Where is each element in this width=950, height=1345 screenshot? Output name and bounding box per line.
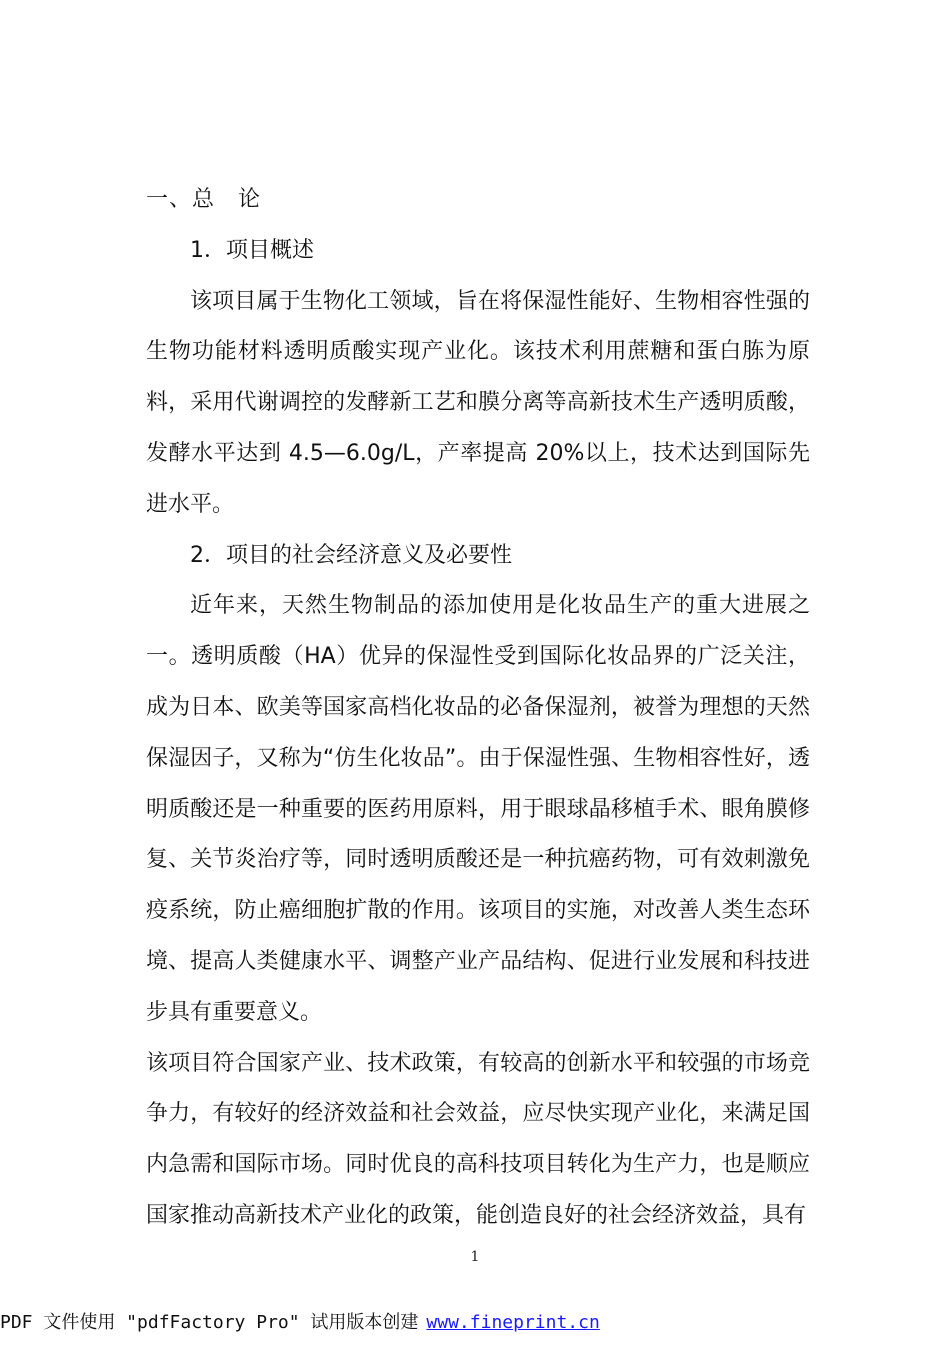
section-2-paragraph-1: 近年来，天然生物制品的添加使用是化妆品生产的重大进展之一。透明质酸（HA）优异的保湿性受到国际化妆品界的广泛关注，成为日本、欧美等国家高档化妆品的必备保湿剂，被誉为理想的天然保湿因子，又称为“仿生化妆品”。由于保湿性强、生物相容性好，透明质酸还是一种重要的医药用原料，用于眼球晶移植手术、眼角膜修复、关节炎治疗等，同时透明质酸还是一种抗癌药物，可有效刺激免疫系统，防止癌细胞扩散的作用。该项目的实施，对改善人类生态环境、提高人类健康水平、调整产业产品结构、促进行业发展和科技进步具有重要意义。 (146, 593, 810, 1025)
pdf-footer (0, 1308, 600, 1334)
section-1-title: 1．项目概述 (190, 237, 314, 263)
chapter-heading: 一、总 论 (146, 187, 262, 212)
document-body (146, 175, 810, 1242)
footer-link[interactable]: www.fineprint.cn (426, 1312, 600, 1333)
section-1-paragraph: 该项目属于生物化工领域，旨在将保湿性能好、生物相容性强的生物功能材料透明质酸实现产业化。该技术利用蔗糖和蛋白胨为原料，采用代谢调控的发酵新工艺和膜分离等高新技术生产透明质酸，发酵水平达到 4.5—6.0g/L，产率提高 20%以上，技术达到国际先进水平。 (146, 288, 810, 517)
section-2-paragraph-2: 该项目符合国家产业、技术政策，有较高的创新水平和较强的市场竞争力，有较好的经济效益和社会效益，应尽快实现产业化，来满足国内急需和国际市场。同时优良的高科技项目转化为生产力，也是顺应国家推动高新技术产业化的政策，能创造良好的社会经济效益，具有 (146, 1050, 810, 1228)
section-2-title: 2．项目的社会经济意义及必要性 (190, 542, 512, 568)
page-number: 1 (470, 1249, 480, 1265)
footer-text: PDF 文件使用 "pdfFactory Pro" 试用版本创建 (0, 1312, 419, 1333)
